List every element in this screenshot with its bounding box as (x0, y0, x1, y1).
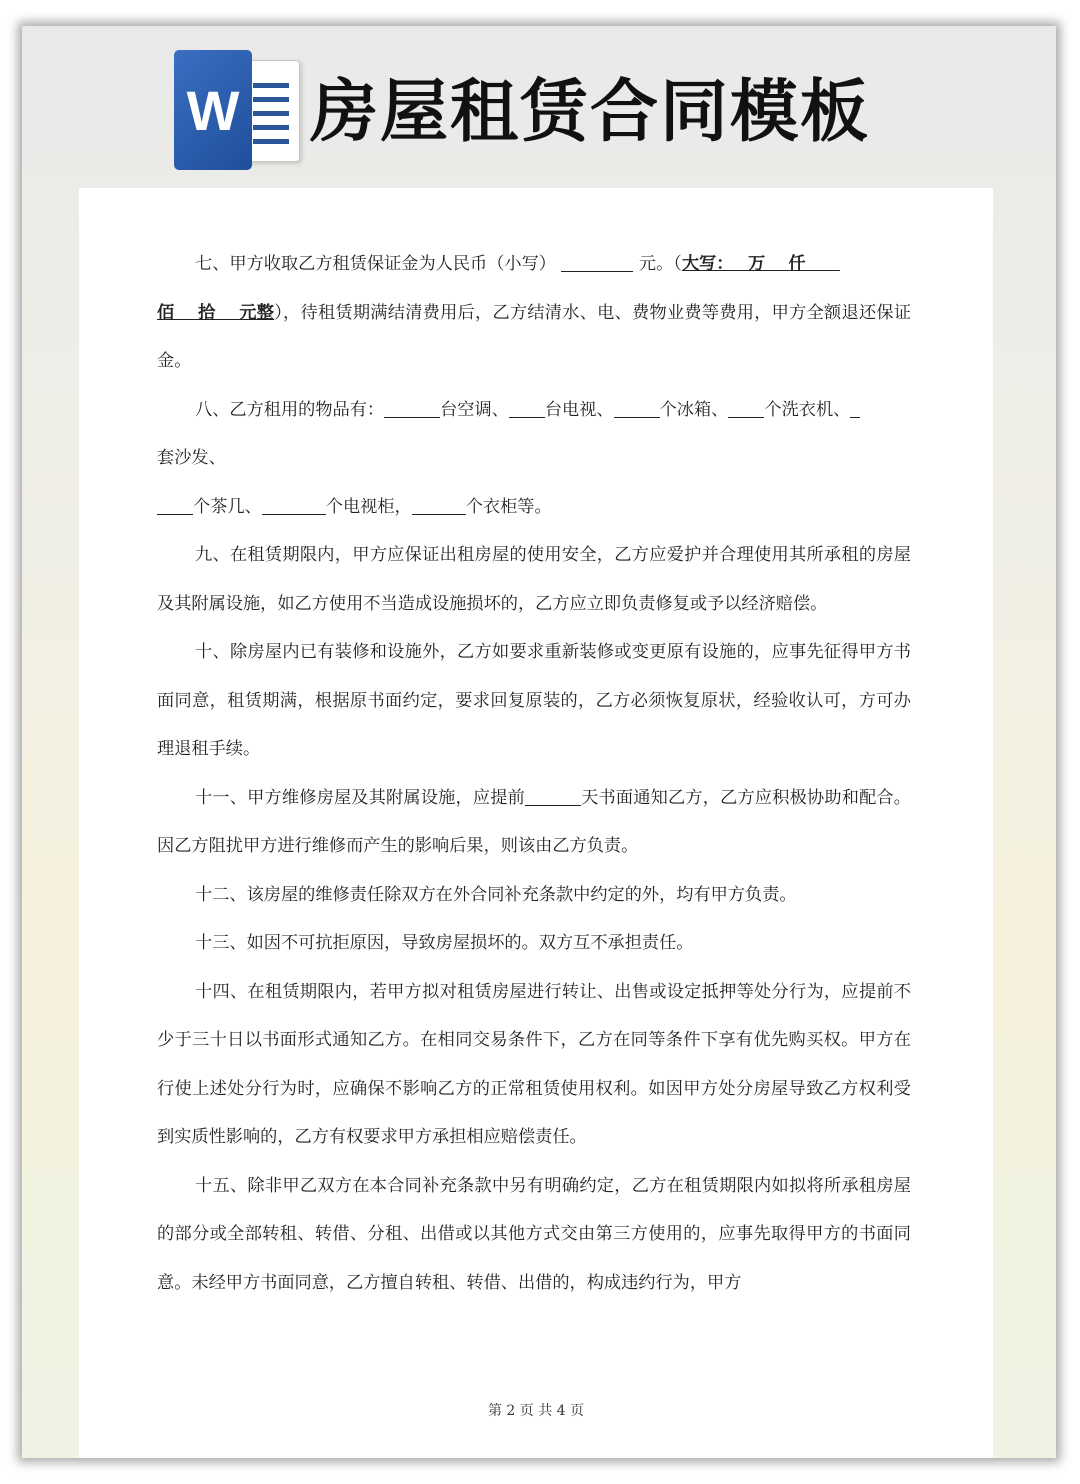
page-title: 房屋租赁合同模板 (310, 73, 871, 152)
word-logo-icon (174, 50, 304, 170)
clause-15: 十五、除非甲乙双方在本合同补充条款中另有明确约定，乙方在租赁期限内如拟将所承租房屋的部分或全部转租、转借、分租、出借或以其他方式交由第三方使用的，应事先取得甲方的书面同意。未经甲方书面同意，乙方擅自转租、转借、出借的，构成违约行为，甲方 (157, 1175, 911, 1293)
clause-14: 十四、在租赁期限内，若甲方拟对租赁房屋进行转让、出售或设定抵押等处分行为，应提前不少于三十日以书面形式通知乙方。在相同交易条件下，乙方在同等条件下享有优先购买权。甲方在行使上述处分行为时，应确保不影响乙方的正常租赁使用权利。如因甲方处分房屋导致乙方权利受到实质性影响的，乙方有权要求甲方承担相应赔偿责任。 (157, 981, 911, 1147)
clause-13: 十三、如因不可抗拒原因，导致房屋损坏的。双方互不承担责任。 (195, 933, 694, 953)
page-number: 第 2 页 共 4 页 (487, 1403, 585, 1419)
document-page (79, 188, 993, 1458)
clause-7: 七、甲方收取乙方租赁保证金为人民币（小写） 元。（大写： 万 仟 佰 拾 元整），待租赁期满结清费用后，乙方结清水、电、费物业费等费用，甲方全额退还保证金。 (157, 254, 912, 371)
clause-12: 十二、该房屋的维修责任除双方在外合同补充条款中约定的外，均有甲方负责。 (195, 884, 797, 905)
clause-8: 八、乙方租用的物品有： 台空调、 台电视、 个冰箱、 个洗衣机、 套沙发、 个茶几、 个电视柜， 个衣柜等。 (157, 386, 911, 532)
clause-11: 十一、甲方维修房屋及其附属设施，应提前 天书面通知乙方，乙方应积极协助和配合。因乙方阻扰甲方进行维修而产生的影响后果，则该由乙方负责。 (157, 787, 911, 856)
clause-10: 十、除房屋内已有装修和设施外，乙方如要求重新装修或变更原有设施的，应事先征得甲方书面同意，租赁期满，根据原书面约定，要求回复原装的，乙方必须恢复原状，经验收认可，方可办理退租手续。 (157, 642, 911, 759)
clause-9: 九、在租赁期限内，甲方应保证出租房屋的使用安全，乙方应爱护并合理使用其所承租的房屋及其附属设施，如乙方使用不当造成设施损坏的，乙方应立即负责修复或予以经济赔偿。 (157, 545, 911, 614)
word-letter-tile: W (174, 50, 252, 170)
image-frame (22, 26, 1056, 1458)
header-banner (22, 26, 1056, 176)
document-body (157, 240, 911, 1307)
